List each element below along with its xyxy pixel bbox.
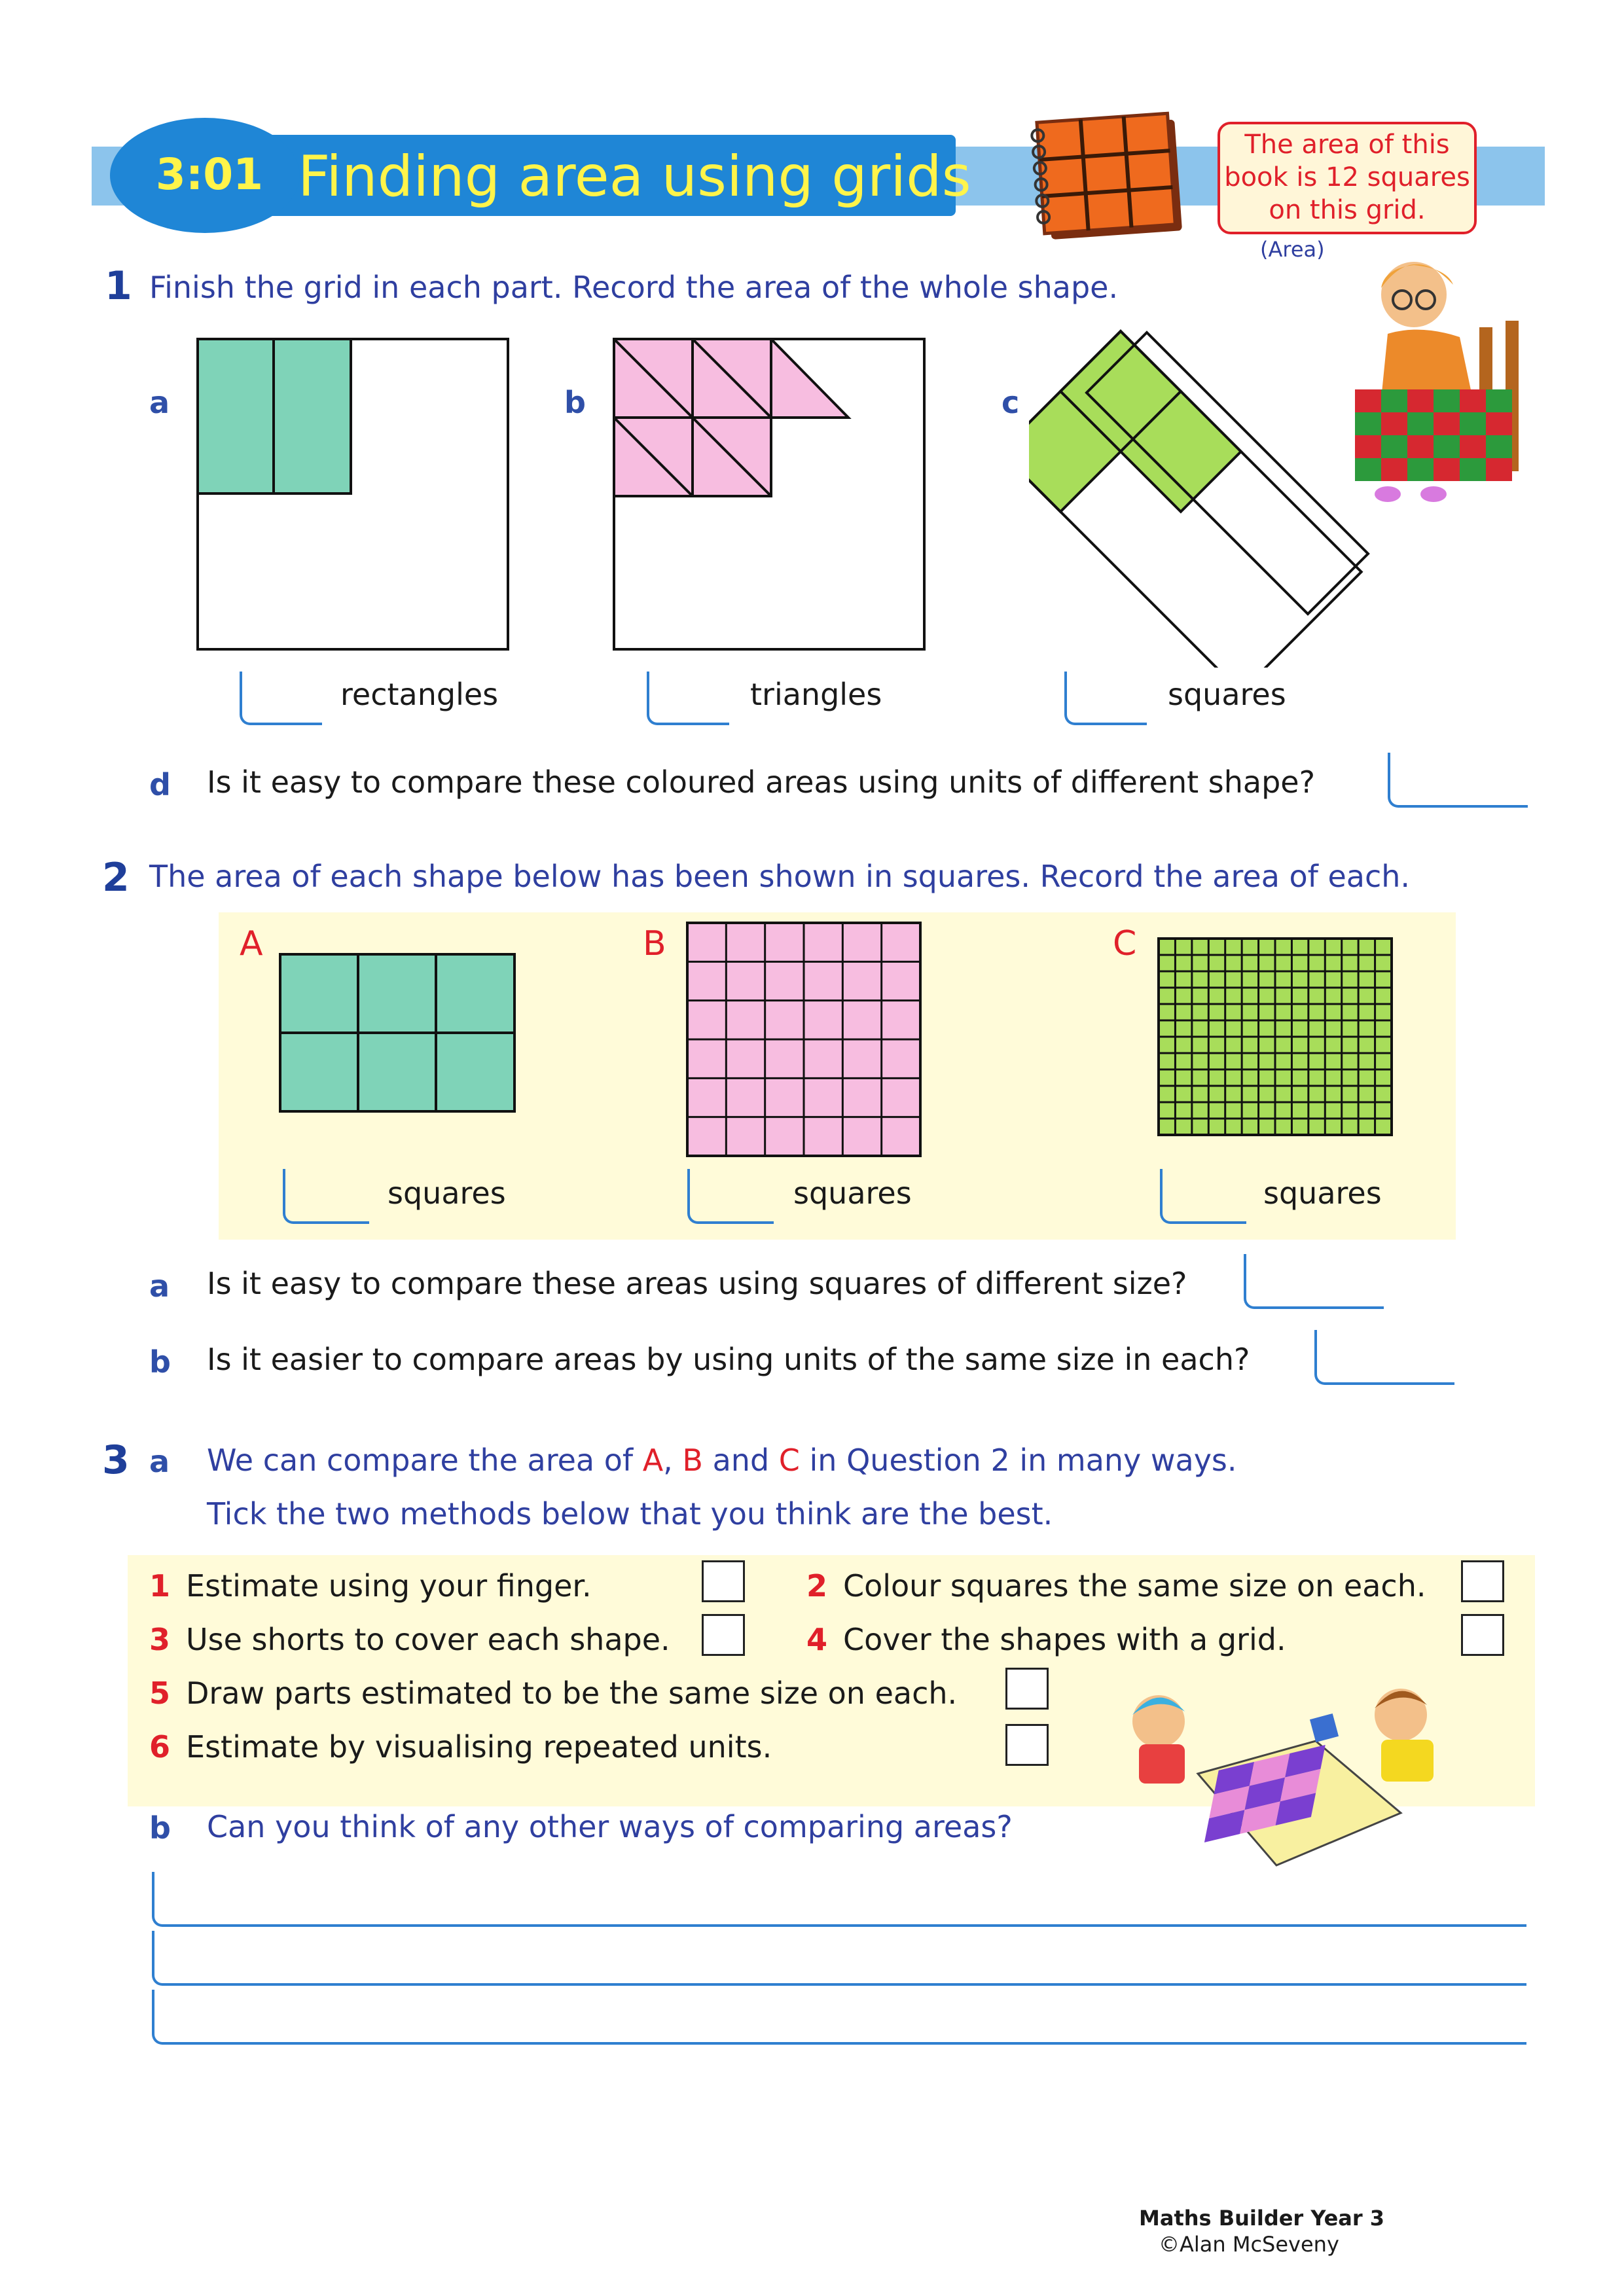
method-3-number: 3 [149,1622,171,1657]
q3a-ref-c: C [778,1443,800,1478]
method-4-text: Cover the shapes with a grid. [843,1622,1286,1657]
shape-a-unit: squares [388,1175,506,1211]
shape-a-label: A [240,924,263,963]
q3a-text-end: in Question 2 in many ways. [799,1443,1237,1478]
q3a-comma: , [663,1443,683,1478]
q2b-yesno-box[interactable] [1314,1330,1454,1385]
q2a-yesno-box[interactable] [1244,1254,1384,1309]
notebook-illustration [1008,105,1204,249]
answer-line-3[interactable] [152,1990,1526,2045]
method-1-checkbox[interactable] [702,1560,745,1602]
q1c-unit: squares [1168,677,1286,712]
q1b-answer-box[interactable] [647,672,729,725]
footer-book-title: Maths Builder Year 3 [1139,2206,1385,2231]
question-3-number: 3 [102,1437,130,1483]
method-1-text: Estimate using your finger. [186,1568,592,1604]
shape-b-grid [686,922,923,1158]
q3a-line-1 [207,1443,1237,1478]
q3a-ref-b: B [682,1443,703,1478]
q1a-rectangle-2 [274,339,351,493]
method-5-text: Draw parts estimated to be the same size on each. [186,1676,958,1711]
q2c-answer-box[interactable] [1160,1169,1246,1224]
q1-part-d-label: d [149,767,171,802]
q1a-rectangle-1 [198,339,274,493]
method-2-text: Colour squares the same size on each. [843,1568,1426,1604]
method-6-checkbox[interactable] [1005,1724,1049,1766]
q1a-square-shape [196,338,514,655]
q1b-unit: triangles [750,677,882,712]
method-3-checkbox[interactable] [702,1614,745,1656]
question-2-number: 2 [102,855,130,901]
answer-line-2[interactable] [152,1931,1526,1986]
note-subtitle: (Area) [1260,237,1325,262]
q3-part-b-label: b [149,1810,171,1846]
method-3-text: Use shorts to cover each shape. [186,1622,670,1657]
q1-part-a-label: a [149,385,170,420]
q2a-answer-box[interactable] [283,1169,369,1224]
q1c-answer-box[interactable] [1064,672,1147,725]
q1-part-c-label: c [1001,385,1020,420]
q2b-question: Is it easier to compare areas by using units of the same size in each? [207,1342,1250,1377]
note-line-2: book is 12 squares [1224,162,1470,192]
shape-c-grid [1157,937,1394,1138]
q1d-question: Is it easy to compare these coloured areas using units of different shape? [207,764,1315,800]
q2-part-a-label: a [149,1268,170,1304]
answer-line-1[interactable] [152,1872,1526,1927]
q3a-ref-a: A [642,1443,664,1478]
q1-part-b-label: b [564,385,586,420]
method-2-checkbox[interactable] [1461,1560,1504,1602]
q3-part-a-label: a [149,1444,170,1479]
footer-copyright: ©Alan McSeveny [1159,2232,1339,2257]
q1a-answer-box[interactable] [240,672,322,725]
note-line-3: on this grid. [1269,195,1426,225]
q1b-square-shape [613,338,933,655]
q2-part-b-label: b [149,1344,171,1380]
lesson-number: 3:01 [155,149,264,200]
q1a-unit: rectangles [340,677,499,712]
shape-c-label: C [1113,924,1137,963]
question-1-number: 1 [105,263,132,309]
method-5-checkbox[interactable] [1005,1668,1049,1710]
q2a-question: Is it easy to compare these areas using squares of different size? [207,1266,1187,1301]
method-5-number: 5 [149,1676,171,1711]
note-line-1: The area of this [1244,130,1450,160]
method-1-number: 1 [149,1568,171,1604]
question-2-prompt: The area of each shape below has been shown in squares. Record the area of each. [149,859,1411,894]
method-2-number: 2 [806,1568,828,1604]
method-6-text: Estimate by visualising repeated units. [186,1729,772,1765]
method-6-number: 6 [149,1729,171,1765]
q3a-text-start: We can compare the area of [207,1443,643,1478]
q3a-and: and [702,1443,779,1478]
shape-b-unit: squares [793,1175,912,1211]
question-1-prompt: Finish the grid in each part. Record the area of the whole shape. [149,270,1119,305]
shape-b-label: B [643,924,666,963]
shape-a-grid [279,953,517,1114]
q2b-answer-box[interactable] [687,1169,774,1224]
method-4-number: 4 [806,1622,828,1657]
method-4-checkbox[interactable] [1461,1614,1504,1656]
q3a-line-2: Tick the two methods below that you think are the best. [207,1496,1053,1532]
q1c-outline [1028,327,1381,668]
info-note [1218,122,1477,234]
page-title: Finding area using grids [298,144,971,209]
shape-c-unit: squares [1263,1175,1382,1211]
q1d-answer-box[interactable] [1388,753,1528,808]
q3b-question: Can you think of any other ways of comparing areas? [207,1809,1013,1844]
kids-measuring-rug-illustration [1113,1676,1460,1872]
